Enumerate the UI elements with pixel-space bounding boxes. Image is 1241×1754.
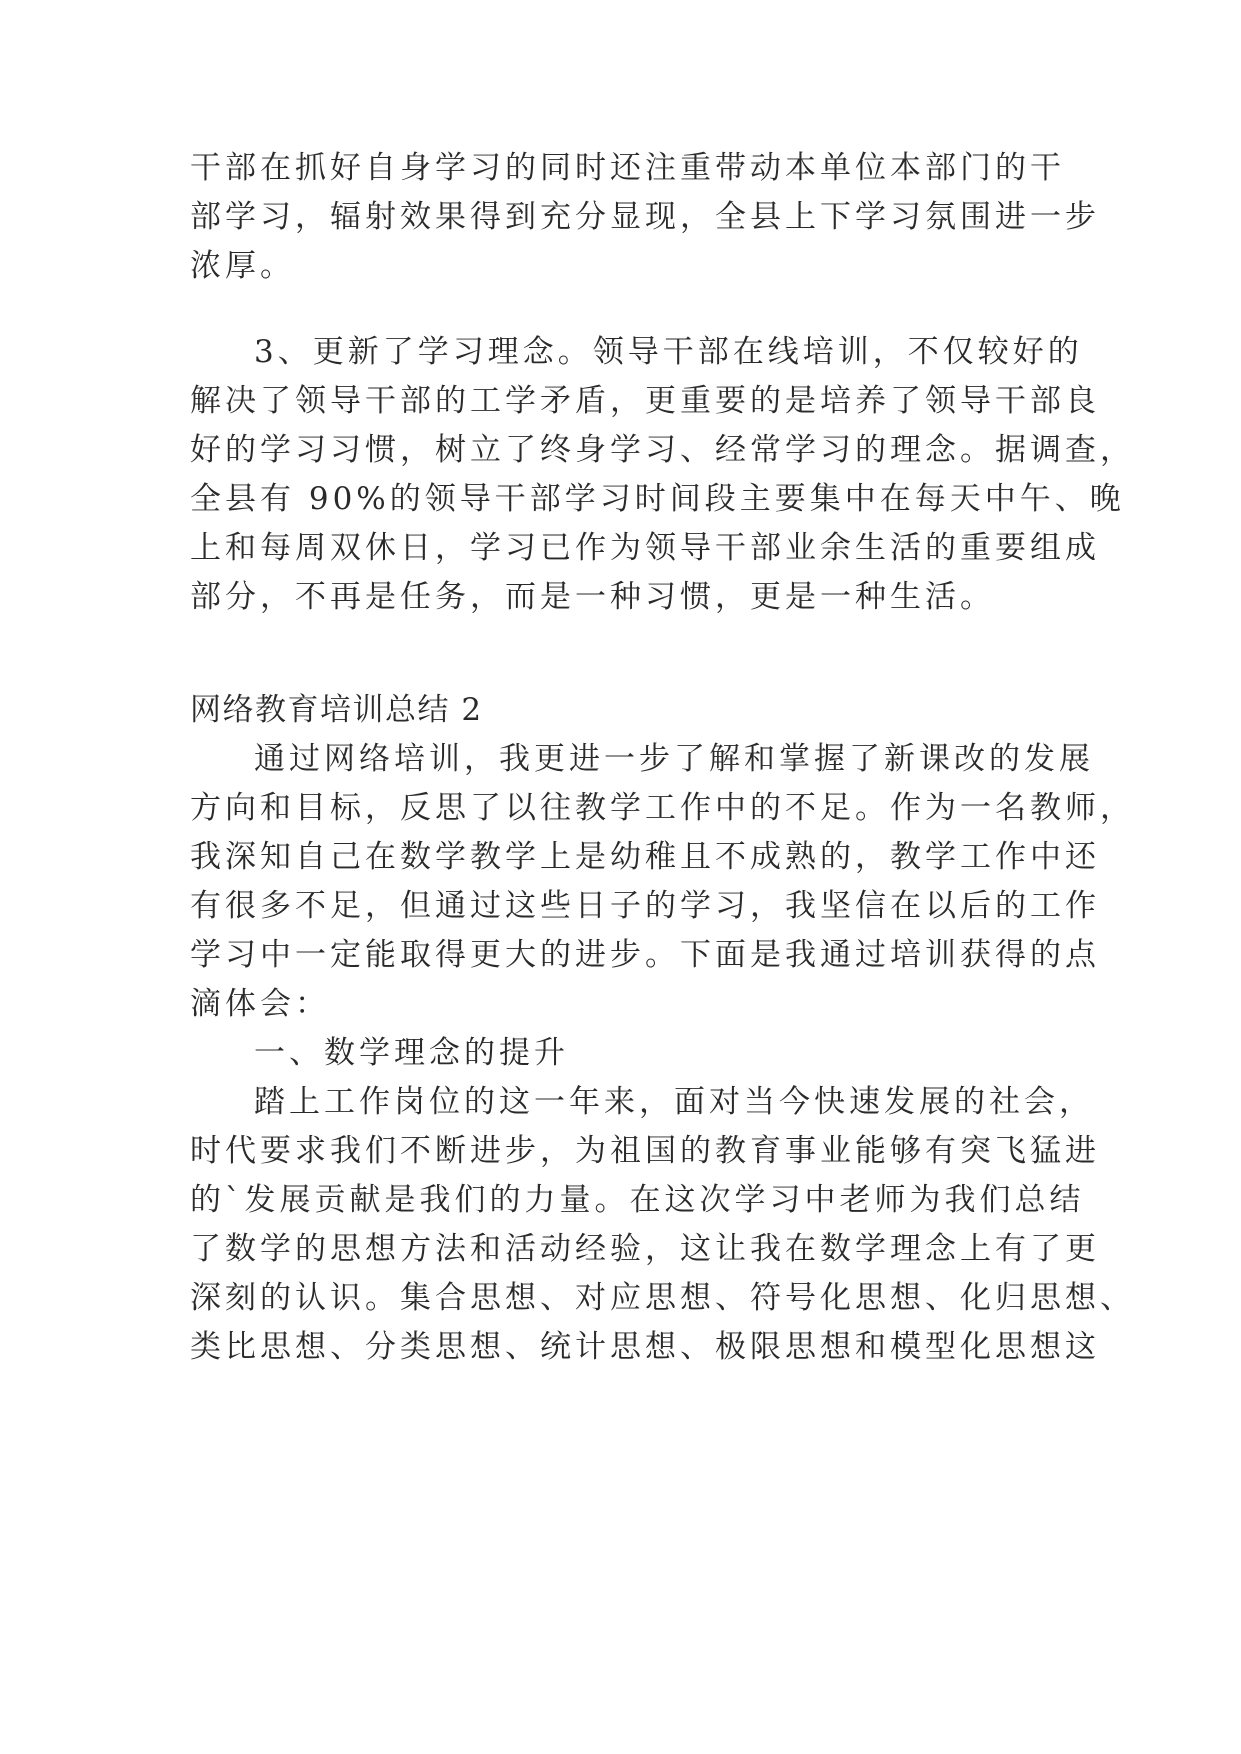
paragraph-line: 3、更新了学习理念。领导干部在线培训，不仅较好的: [254, 334, 1083, 370]
paragraph-line: 深刻的认识。集合思想、对应思想、符号化思想、化归思想、: [190, 1280, 1135, 1316]
paragraph-line: 方向和目标，反思了以往教学工作中的不足。作为一名教师，: [190, 790, 1135, 826]
paragraph-line: 上和每周双休日，学习已作为领导干部业余生活的重要组成: [190, 530, 1100, 566]
paragraph-line: 浓厚。: [190, 248, 295, 284]
paragraph-line: 通过网络培训，我更进一步了解和掌握了新课改的发展: [254, 741, 1094, 777]
paragraph-line: 时代要求我们不断进步，为祖国的教育事业能够有突飞猛进: [190, 1133, 1100, 1169]
paragraph-line: 部学习，辐射效果得到充分显现，全县上下学习氛围进一步: [190, 199, 1100, 235]
paragraph-line: 我深知自己在数学教学上是幼稚且不成熟的，教学工作中还: [190, 839, 1100, 875]
subsection-heading: 一、数学理念的提升: [254, 1035, 569, 1071]
paragraph-line: 滴体会：: [190, 986, 330, 1022]
paragraph-line: 有很多不足，但通过这些日子的学习，我坚信在以后的工作: [190, 888, 1100, 924]
paragraph-line: 类比思想、分类思想、统计思想、极限思想和模型化思想这: [190, 1329, 1100, 1365]
paragraph-line: 好的学习习惯，树立了终身学习、经常学习的理念。据调查，: [190, 432, 1135, 468]
paragraph-line: 了数学的思想方法和活动经验，这让我在数学理念上有了更: [190, 1231, 1100, 1267]
section-heading: 网络教育培训总结 2: [190, 692, 483, 728]
paragraph-line: 解决了领导干部的工学矛盾，更重要的是培养了领导干部良: [190, 383, 1100, 419]
paragraph-line: 踏上工作岗位的这一年来，面对当今快速发展的社会，: [254, 1084, 1094, 1120]
paragraph-line: 干部在抓好自身学习的同时还注重带动本单位本部门的干: [190, 150, 1065, 186]
paragraph-line: 学习中一定能取得更大的进步。下面是我通过培训获得的点: [190, 937, 1100, 973]
paragraph-line: 的`发展贡献是我们的力量。在这次学习中老师为我们总结: [190, 1182, 1085, 1218]
paragraph-line: 全县有 90%的领导干部学习时间段主要集中在每天中午、晚: [190, 481, 1125, 517]
paragraph-line: 部分，不再是任务，而是一种习惯，更是一种生活。: [190, 579, 995, 615]
